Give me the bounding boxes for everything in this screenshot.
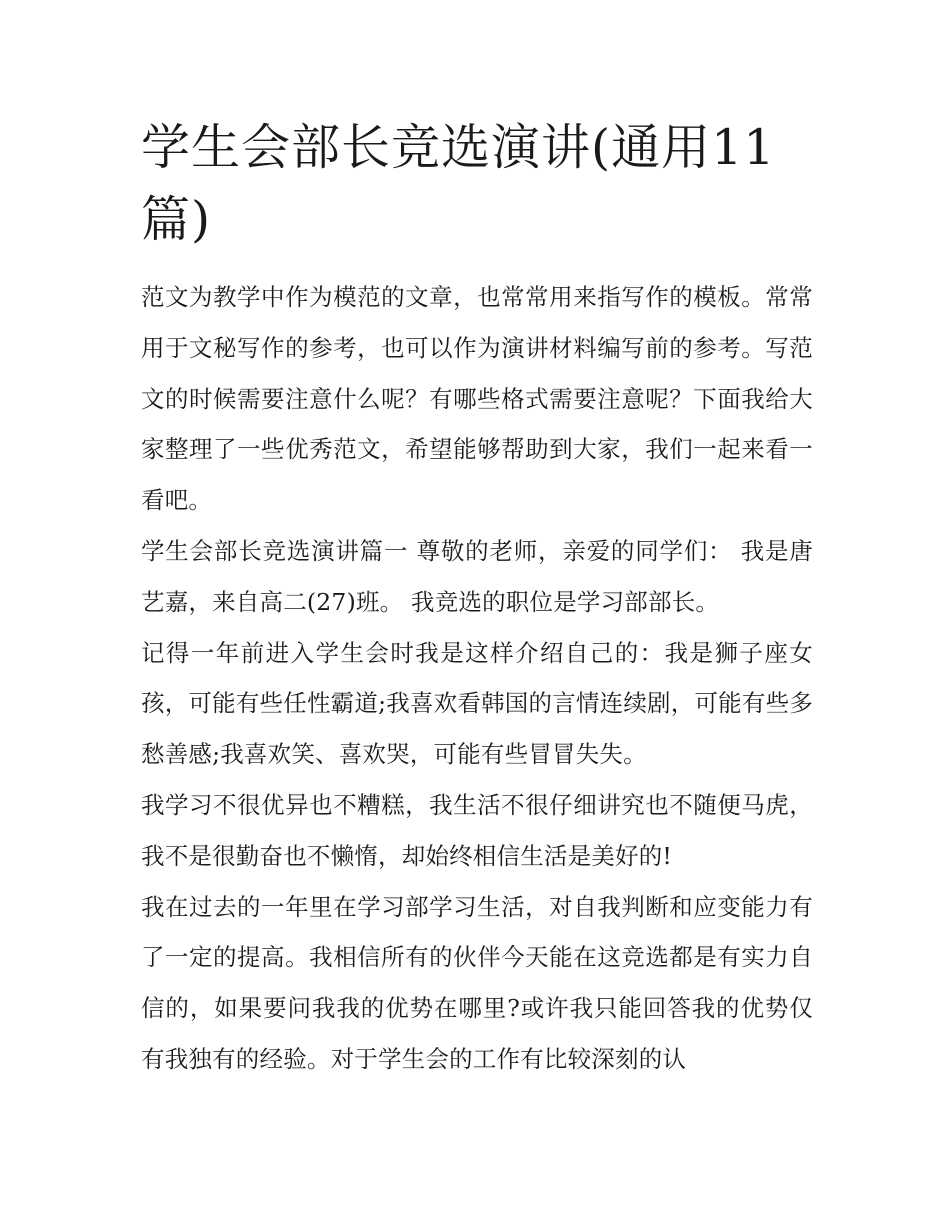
paragraph-self-intro: 记得一年前进入学生会时我是这样介绍自己的：我是狮子座女孩，可能有些任性霸道;我喜欢看韩国的言情连续剧，可能有些多愁善感;我喜欢笑、喜欢哭，可能有些冒冒失失。 bbox=[141, 638, 813, 769]
paragraph-experience: 我在过去的一年里在学习部学习生活，对自我判断和应变能力有了一定的提高。我相信所有的伙伴今天能在这竞选都是有实力自信的，如果要问我我的优势在哪里?或许我只能回答我的优势仅有我独有的经验。对于学生会的工作有比较深刻的认 bbox=[141, 892, 813, 1073]
paragraph-attitude: 我学习不很优异也不糟糕，我生活不很仔细讲究也不随便马虎，我不是很勤奋也不懒惰，却始终相信生活是美好的! bbox=[141, 790, 813, 870]
paragraph-greeting: 学生会部长竞选演讲篇一 尊敬的老师，亲爱的同学们： 我是唐艺嘉，来自高二(27)班。 我竞选的职位是学习部部长。 bbox=[141, 536, 813, 616]
paragraph-intro: 范文为教学中作为模范的文章，也常常用来指写作的模板。常常用于文秘写作的参考，也可以作为演讲材料编写前的参考。写范文的时候需要注意什么呢？有哪些格式需要注意呢？下面我给大家整理了一些优秀范文，希望能够帮助到大家，我们一起来看一看吧。 bbox=[141, 283, 813, 515]
document-title: 学生会部长竞选演讲(通用11篇) bbox=[141, 119, 776, 248]
document-page bbox=[141, 112, 813, 1085]
